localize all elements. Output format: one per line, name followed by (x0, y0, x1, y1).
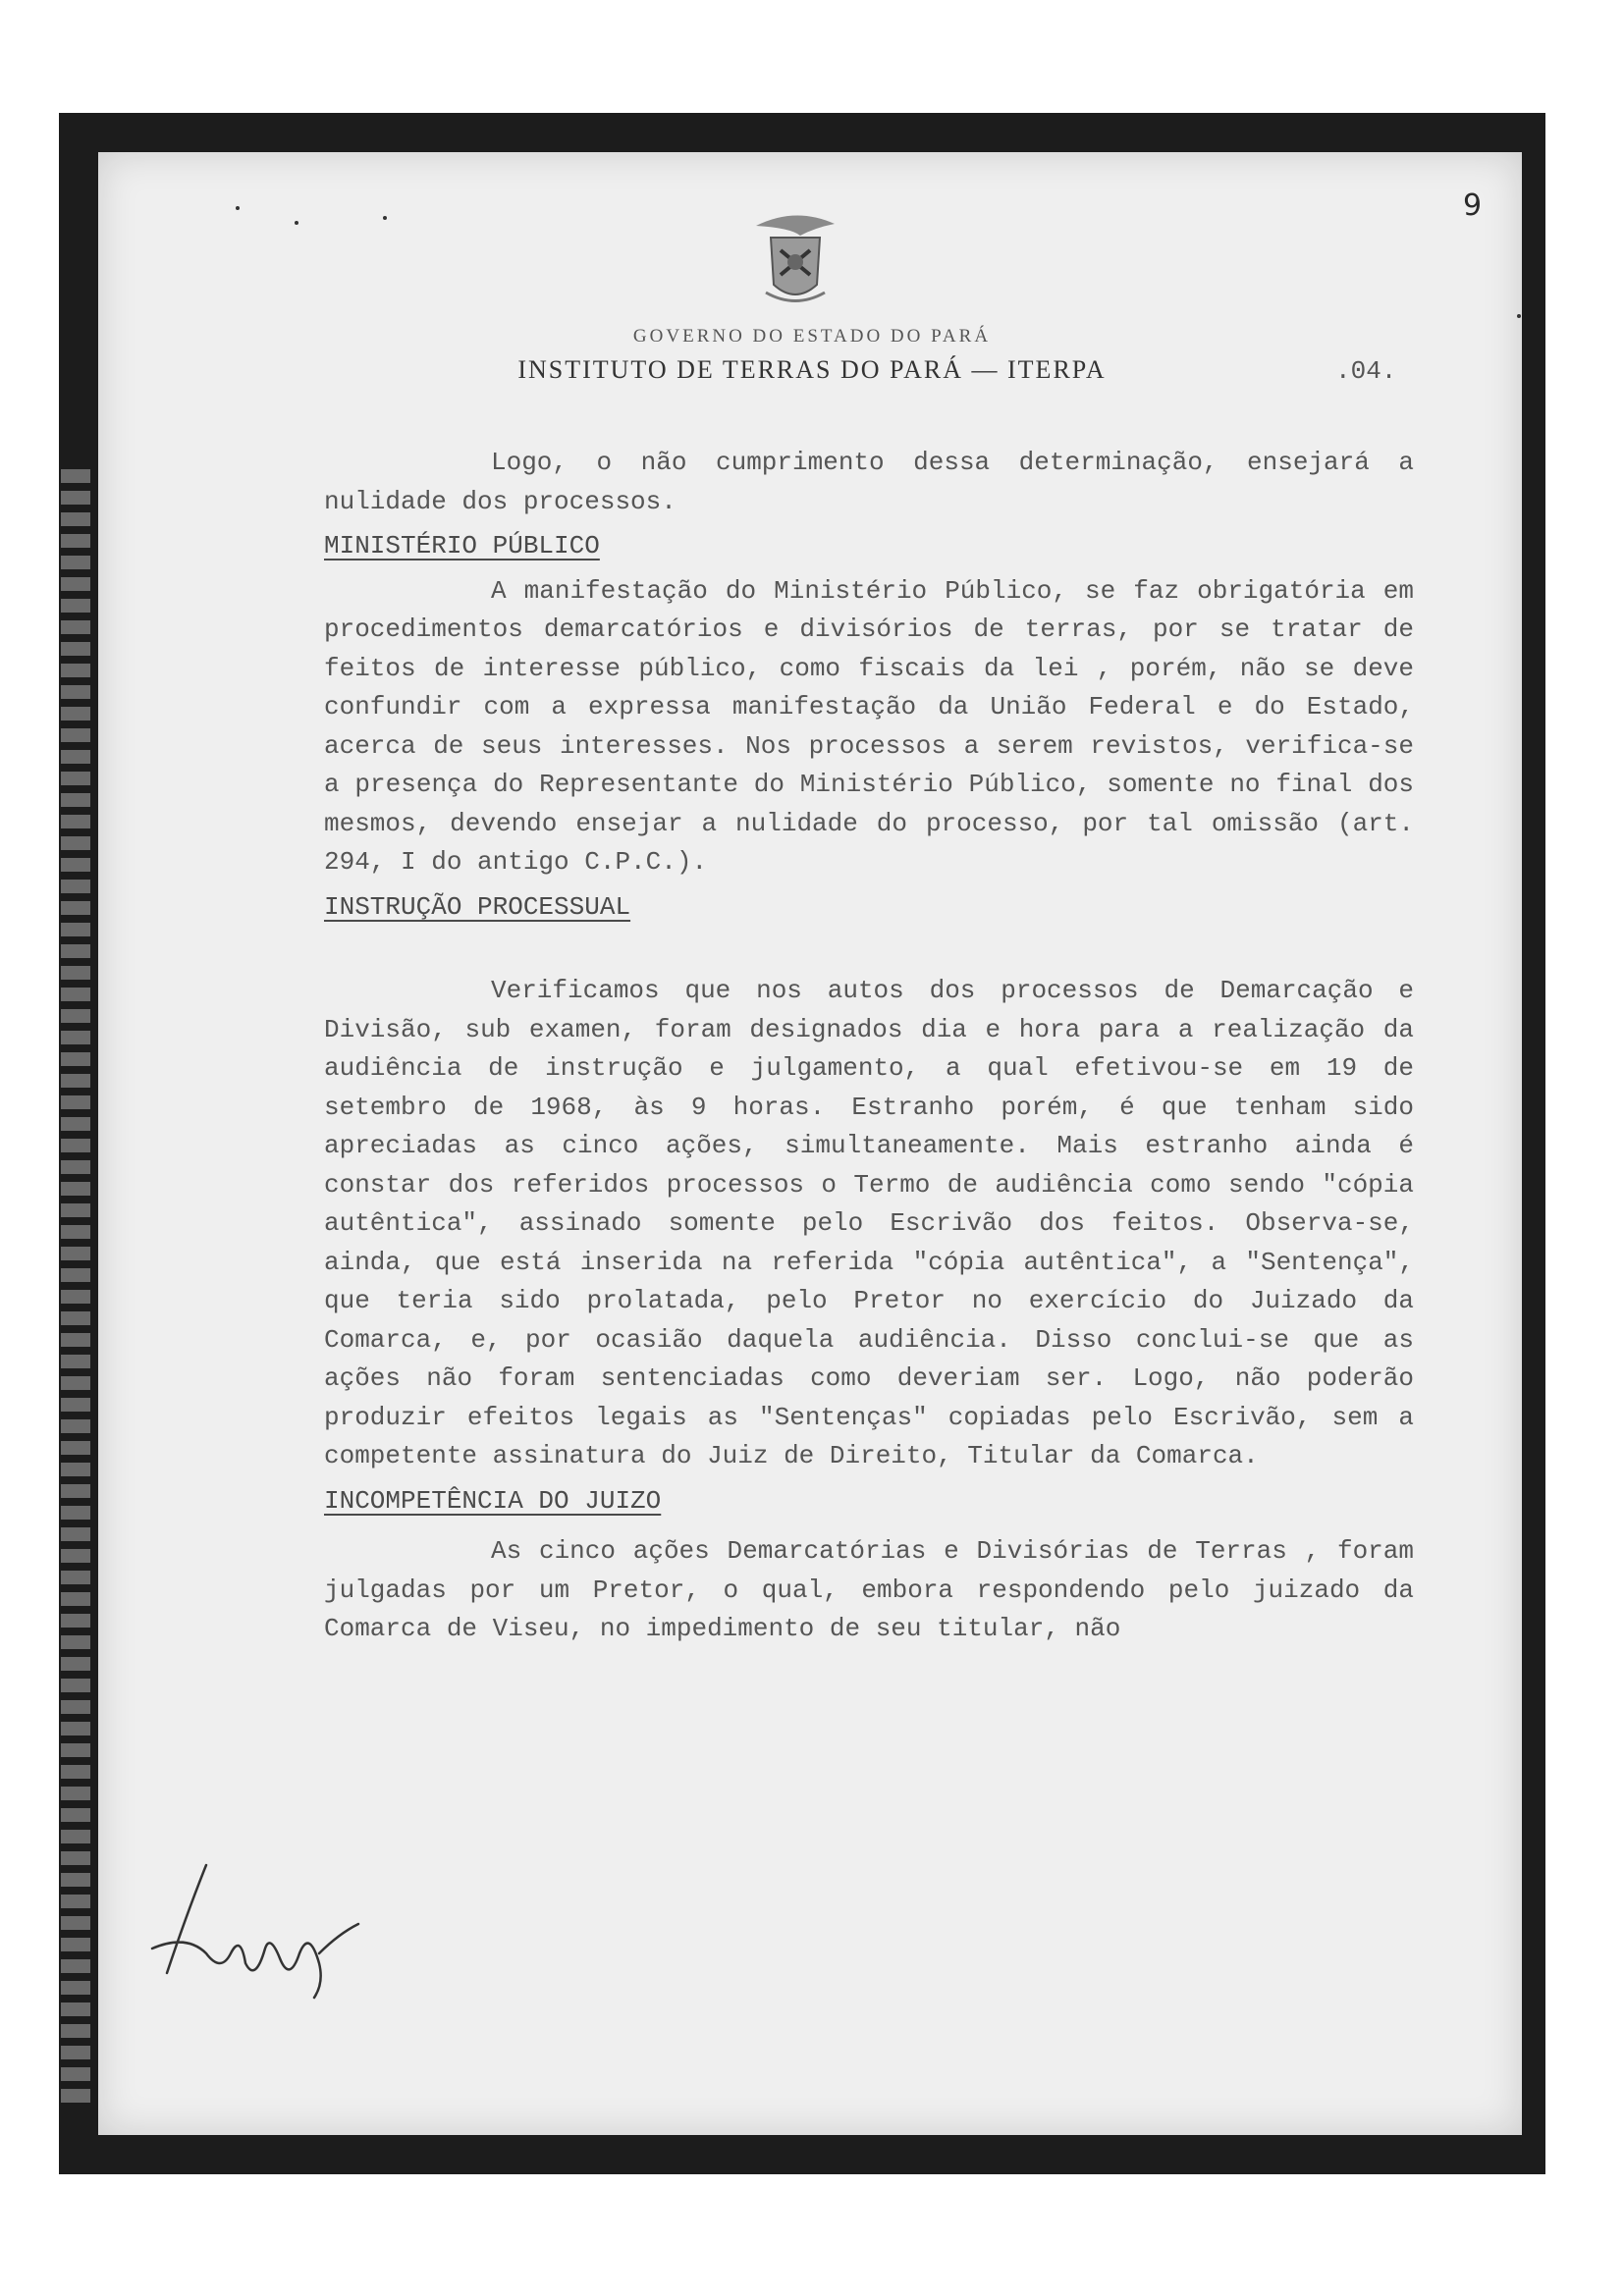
state-coat-of-arms-icon (746, 206, 844, 314)
institute-header: INSTITUTO DE TERRAS DO PARÁ — ITERPA (517, 355, 1107, 384)
section-paragraph: Verificamos que nos autos dos processos de Demarcação e Divisão, sub examen, foram designados dia e hora para a realização da audiência de instrução e julgamento, a qual efetivou-se em 19 de setembro de 1968, às 9 horas. Estranho porém, é que tenham sido apreciadas as cinco ações, simultaneamente. Mais estranho ainda é constar dos referidos processos o Termo de audiência como sendo "cópia autêntica", assinado somente pelo Escrivão dos feitos. Observa-se, ainda, que está inserida na referida "cópia autêntica", a "Sentença", que teria sido prolatada, pelo Pretor no exercício do Juizado da Comarca, e, por ocasião daquela audiência. Disso conclui-se que as ações não foram sentenciadas como deveriam ser. Logo, não poderão produzir efeitos legais as "Sentenças" copiadas pelo Escrivão, sem a competente assinatura do Juiz de Direito, Titular da Comarca. (324, 976, 1414, 1470)
document-body (324, 444, 1414, 1649)
section-paragraph: A manifestação do Ministério Público, se faz obrigatória em procedimentos demarcatórios e divisórios de terras, por se tratar de feitos de interesse público, como fiscais da lei , porém, não se deve confundir com a expressa manifestação da União Federal e do Estado, acerca de seus interesses. Nos processos a serem revistos, verifica-se a presença do Representante do Ministério Público, somente no final dos mesmos, devendo ensejar a nulidade do processo, por tal omissão (art. 294, I do antigo C.P.C.). (324, 575, 1414, 877)
section-heading-instrucao-processual: INSTRUÇÃO PROCESSUAL (324, 891, 631, 922)
section-heading-incompetencia-do-juizo: INCOMPETÊNCIA DO JUIZO (324, 1485, 662, 1516)
film-strip-edge (61, 461, 90, 2110)
section-heading-ministerio-publico: MINISTÉRIO PÚBLICO (324, 531, 600, 561)
scan-speck (383, 216, 387, 220)
government-header: GOVERNO DO ESTADO DO PARÁ (632, 326, 992, 347)
scan-speck (236, 206, 240, 210)
intro-paragraph: Logo, o não cumprimento dessa determinação, ensejará a nulidade dos processos. (324, 448, 1414, 516)
scan-speck (295, 221, 298, 225)
handwritten-page-number: 9 (1463, 188, 1483, 223)
scan-speck (1517, 314, 1521, 318)
handwritten-signature-icon (147, 1855, 383, 2002)
spacer (324, 933, 1414, 972)
section-paragraph: As cinco ações Demarcatórias e Divisórias de Terras , foram julgadas por um Pretor, o qual, embora respondendo pelo juizado da Comarca de Viseu, no impedimento de seu titular, não (324, 1536, 1414, 1643)
page-indicator: .04. (1335, 356, 1397, 386)
